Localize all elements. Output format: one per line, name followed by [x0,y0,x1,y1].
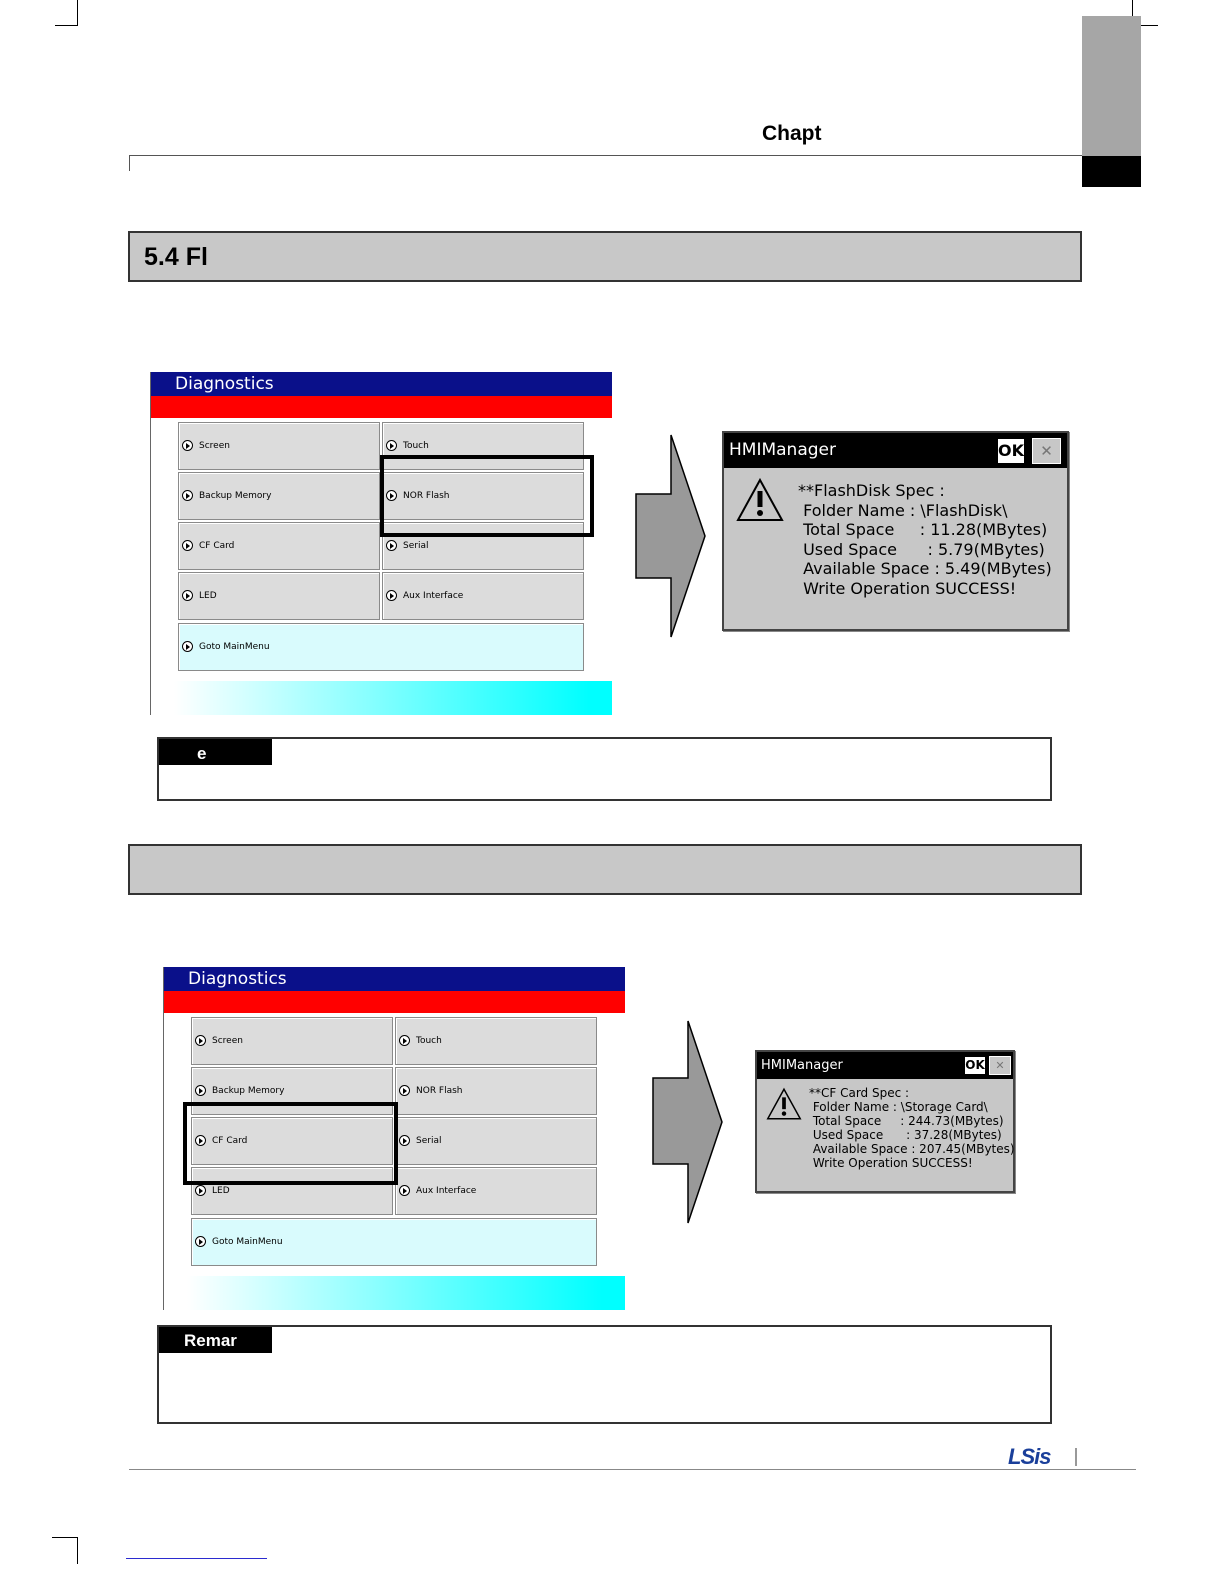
play-circle-icon [195,1085,206,1096]
chapter-tab-marker [1082,156,1141,187]
play-circle-icon [182,590,193,601]
play-circle-icon [399,1185,410,1196]
footer-rule [129,1469,1136,1470]
diagnostics-red-bar [151,396,612,418]
right-arrow-icon [635,433,707,639]
play-circle-icon [399,1135,410,1146]
hmimanager-cf-dialog [755,1050,1015,1193]
dialog-line: Folder Name : \Storage Card\ [809,1100,988,1114]
note-box [157,737,1052,801]
diagnostics-screen [150,372,612,715]
touch-button[interactable]: Touch [382,422,584,470]
remark-box [157,1325,1052,1424]
dialog-titlebar [757,1052,1013,1079]
dialog-line: Write Operation SUCCESS! [798,579,1017,598]
ok-button[interactable]: OK [964,1056,986,1075]
dialog-line: Total Space : 11.28(MBytes) [798,520,1048,539]
diagnostics-footer-gradient [164,1276,625,1310]
aux-interface-button[interactable]: Aux Interface [395,1167,597,1215]
diagnostics-title: Diagnostics [164,967,625,991]
warning-icon [736,477,784,523]
touch-button[interactable]: Touch [395,1017,597,1065]
dialog-line: Write Operation SUCCESS! [809,1156,973,1170]
play-circle-icon [182,490,193,501]
play-circle-icon [386,440,397,451]
dialog-line: **FlashDisk Spec : [798,481,945,500]
header-rule-tick [129,155,130,171]
highlight-box [380,455,594,537]
play-circle-icon [386,540,397,551]
dialog-line: Available Space : 5.49(MBytes) [798,559,1052,578]
diagnostics-red-bar [164,991,625,1013]
hmimanager-flash-dialog [722,431,1069,631]
serial-button[interactable]: Serial [395,1117,597,1165]
play-circle-icon [195,1185,206,1196]
goto-mainmenu-button[interactable]: Goto MainMenu [178,623,584,671]
play-circle-icon [182,641,193,652]
cf-card-button[interactable]: CF Card [191,1117,393,1165]
note-tag: e [159,739,272,765]
play-circle-icon [182,440,193,451]
remark-tag: Remar [159,1327,272,1353]
dialog-line: Total Space : 244.73(MBytes) [809,1114,1004,1128]
diagnostics-title: Diagnostics [151,372,612,396]
dialog-title: HMIManager [761,1058,843,1073]
diagnostics-footer-gradient [151,681,612,715]
serial-button[interactable]: Serial [382,522,584,570]
crop-mark [52,1537,78,1538]
play-circle-icon [195,1236,206,1247]
led-button[interactable]: LED [191,1167,393,1215]
highlight-box [183,1102,398,1185]
logo-divider [1075,1448,1077,1466]
play-circle-icon [399,1085,410,1096]
nor-flash-button[interactable]: NOR Flash [395,1067,597,1115]
play-circle-icon [386,590,397,601]
dialog-line: Used Space : 5.79(MBytes) [798,540,1045,559]
footer-logo [1008,1444,1078,1470]
section-title: 5.4 Fl [144,243,208,271]
logo-text: LSis [1008,1444,1051,1469]
play-circle-icon [399,1035,410,1046]
dialog-titlebar [724,433,1067,468]
play-circle-icon [182,540,193,551]
right-arrow-icon [652,1019,724,1225]
crop-mark [77,1537,78,1564]
dialog-line: **CF Card Spec : [809,1086,910,1100]
chapter-label: Chapt [762,122,822,145]
crop-mark [77,0,78,26]
play-circle-icon [195,1035,206,1046]
chapter-tab [1082,16,1141,156]
section-title-bar [128,231,1082,282]
close-button[interactable]: ✕ [989,1056,1011,1075]
screen-button[interactable]: Screen [178,422,380,470]
aux-interface-button[interactable]: Aux Interface [382,572,584,620]
close-button[interactable]: ✕ [1032,438,1061,464]
footer-link-underline [126,1558,267,1559]
dialog-line: Used Space : 37.28(MBytes) [809,1128,1002,1142]
nor-flash-button[interactable]: NOR Flash [382,472,584,520]
dialog-line: Available Space : 207.45(MBytes) [809,1142,1015,1156]
backup-memory-button[interactable]: Backup Memory [191,1067,393,1115]
screen-button[interactable]: Screen [191,1017,393,1065]
backup-memory-button[interactable]: Backup Memory [178,472,380,520]
led-button[interactable]: LED [178,572,380,620]
header-rule [129,155,1082,156]
section-title-bar [128,844,1082,895]
warning-icon [766,1087,802,1121]
cf-card-button[interactable]: CF Card [178,522,380,570]
ok-button[interactable]: OK [997,438,1025,464]
dialog-line: Folder Name : \FlashDisk\ [798,501,1008,520]
dialog-title: HMIManager [729,440,836,460]
goto-mainmenu-button[interactable]: Goto MainMenu [191,1218,597,1266]
crop-mark [55,25,78,26]
